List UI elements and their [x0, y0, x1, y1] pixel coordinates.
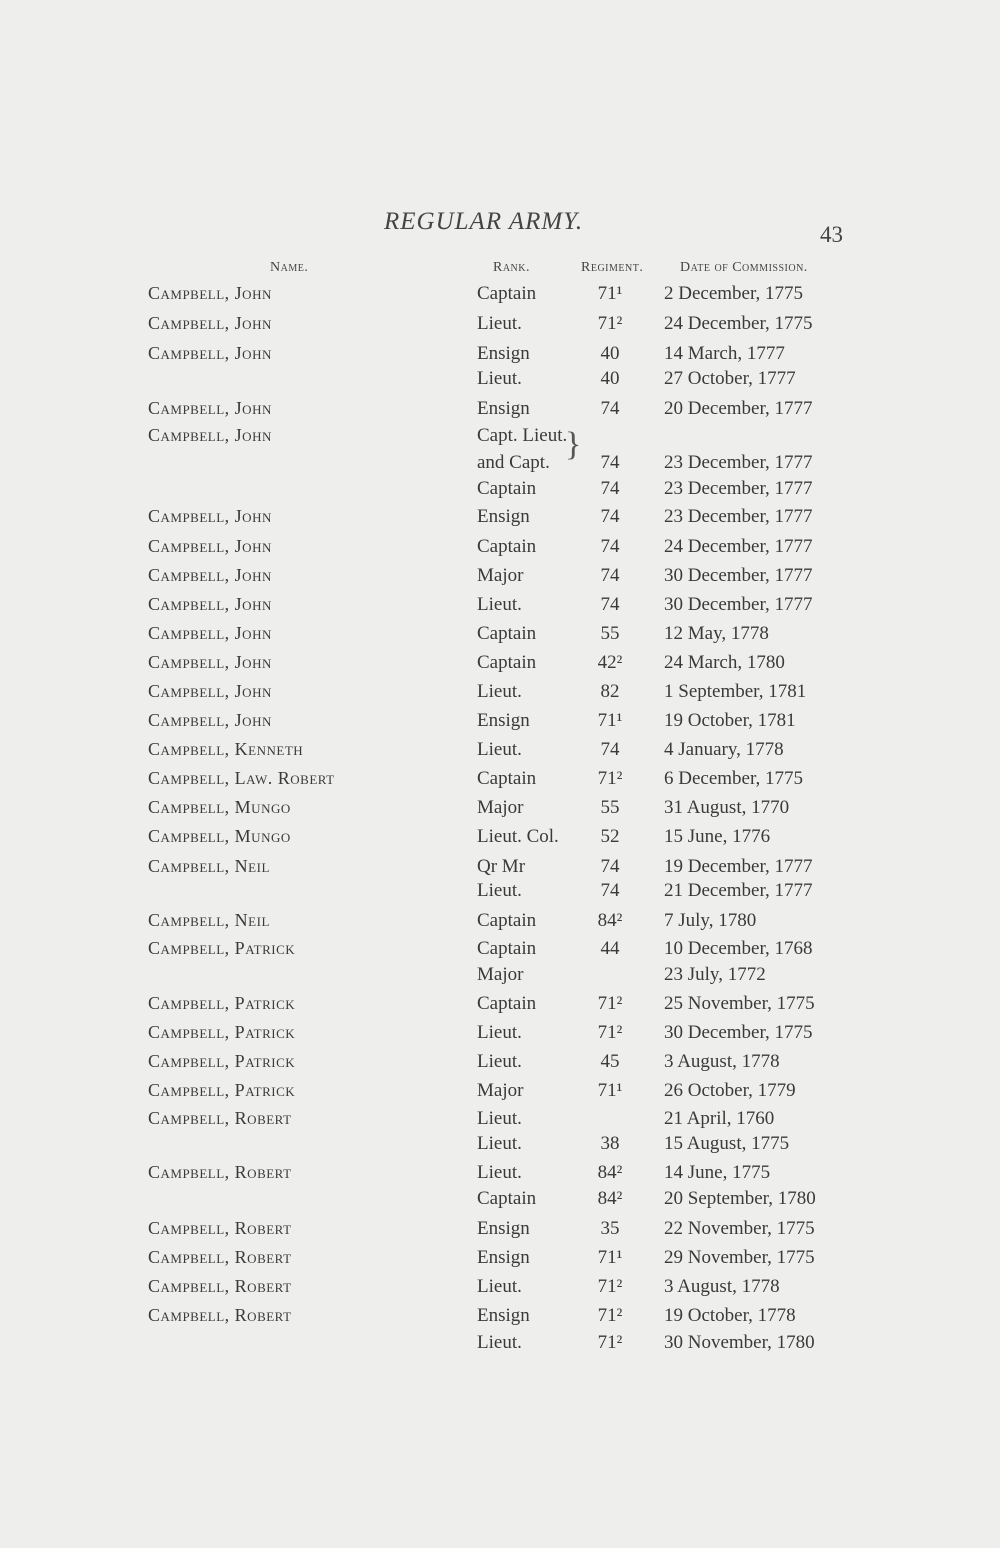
date-cell: 19 October, 1781 — [664, 710, 796, 731]
name-cell: Campbell, John — [148, 536, 272, 556]
table-row — [0, 425, 1000, 453]
regiment-cell: 74 — [600, 452, 620, 473]
regiment-cell: 71² — [597, 313, 623, 334]
regiment-cell: 38 — [600, 1133, 620, 1154]
date-cell: 29 November, 1775 — [664, 1247, 815, 1268]
date-cell: 3 August, 1778 — [664, 1276, 780, 1297]
rank-cell: Capt. Lieut. — [477, 425, 568, 446]
date-cell: 15 June, 1776 — [664, 826, 771, 847]
table-row — [0, 1188, 1000, 1216]
name-cell: Campbell, Law. Robert — [148, 768, 335, 788]
regiment-cell: 45 — [600, 1051, 620, 1072]
regiment-cell: 71¹ — [597, 1247, 623, 1268]
regiment-cell: 74 — [600, 536, 620, 557]
regiment-cell: 42² — [597, 652, 623, 673]
name-cell: Campbell, Patrick — [148, 993, 296, 1013]
date-cell: 30 November, 1780 — [664, 1332, 815, 1353]
rank-cell: Ensign — [477, 506, 530, 527]
rank-cell: Lieut. — [477, 594, 522, 615]
rank-cell: Ensign — [477, 398, 530, 419]
date-cell: 30 December, 1777 — [664, 565, 813, 586]
rank-cell: Ensign — [477, 1247, 530, 1268]
date-cell: 31 August, 1770 — [664, 797, 790, 818]
rank-cell: Captain — [477, 910, 537, 931]
name-cell: Campbell, John — [148, 425, 272, 445]
name-cell: Campbell, John — [148, 506, 272, 526]
rank-cell: Ensign — [477, 343, 530, 364]
name-cell: Campbell, John — [148, 652, 272, 672]
header-name: Name. — [270, 260, 309, 275]
rank-cell: Lieut. — [477, 1162, 522, 1183]
regiment-cell: 74 — [600, 594, 620, 615]
table-row — [0, 536, 1000, 564]
name-cell: Campbell, Robert — [148, 1276, 292, 1296]
table-row — [0, 1247, 1000, 1275]
date-cell: 1 September, 1781 — [664, 681, 807, 702]
table-row — [0, 1162, 1000, 1190]
rank-cell: Lieut. — [477, 1332, 522, 1353]
rank-cell: Lieut. — [477, 1108, 522, 1129]
name-cell: Campbell, John — [148, 594, 272, 614]
regiment-cell: 71¹ — [597, 1080, 623, 1101]
name-cell: Campbell, Neil — [148, 910, 270, 930]
name-cell: Campbell, Patrick — [148, 1080, 296, 1100]
running-head: REGULAR ARMY. — [384, 208, 584, 235]
table-row — [0, 739, 1000, 767]
regiment-cell: 71¹ — [597, 283, 623, 304]
rank-cell: Captain — [477, 652, 537, 673]
rank-cell: Captain — [477, 283, 537, 304]
table-row — [0, 1305, 1000, 1333]
name-cell: Campbell, Mungo — [148, 797, 291, 817]
rank-cell: Lieut. — [477, 1022, 522, 1043]
rank-cell: Major — [477, 1080, 524, 1101]
regiment-cell: 71² — [597, 1022, 623, 1043]
table-row — [0, 964, 1000, 992]
regiment-cell: 71² — [597, 1276, 623, 1297]
date-cell: 15 August, 1775 — [664, 1133, 790, 1154]
rank-cell: Major — [477, 565, 524, 586]
date-cell: 24 December, 1777 — [664, 536, 813, 557]
date-cell: 26 October, 1779 — [664, 1080, 796, 1101]
table-row — [0, 313, 1000, 341]
header-regiment: Regiment. — [581, 260, 644, 275]
table-row — [0, 1022, 1000, 1050]
rank-cell: Lieut. — [477, 1051, 522, 1072]
rank-cell: Captain — [477, 536, 537, 557]
date-cell: 23 December, 1777 — [664, 506, 813, 527]
name-cell: Campbell, John — [148, 343, 272, 363]
table-row — [0, 1108, 1000, 1136]
date-cell: 19 December, 1777 — [664, 856, 813, 877]
date-cell: 25 November, 1775 — [664, 993, 815, 1014]
regiment-cell: 71² — [597, 1305, 623, 1326]
regiment-cell: 55 — [600, 623, 620, 644]
regiment-cell: 74 — [600, 398, 620, 419]
table-row — [0, 938, 1000, 966]
regiment-cell: 44 — [600, 938, 620, 959]
table-row — [0, 565, 1000, 593]
table-row — [0, 710, 1000, 738]
name-cell: Campbell, John — [148, 681, 272, 701]
rank-cell: Lieut. — [477, 313, 522, 334]
date-cell: 20 September, 1780 — [664, 1188, 816, 1209]
rank-cell: Major — [477, 964, 524, 985]
date-cell: 30 December, 1777 — [664, 594, 813, 615]
name-cell: Campbell, Robert — [148, 1218, 292, 1238]
name-cell: Campbell, John — [148, 623, 272, 643]
table-row — [0, 768, 1000, 796]
date-cell: 21 April, 1760 — [664, 1108, 775, 1129]
name-cell: Campbell, John — [148, 398, 272, 418]
table-row — [0, 1276, 1000, 1304]
regiment-cell: 74 — [600, 856, 620, 877]
rank-cell: Captain — [477, 478, 537, 499]
rank-cell: Lieut. Col. — [477, 826, 559, 847]
date-cell: 24 December, 1775 — [664, 313, 813, 334]
table-row — [0, 623, 1000, 651]
regiment-cell: 74 — [600, 565, 620, 586]
name-cell: Campbell, Robert — [148, 1162, 292, 1182]
page-number: 43 — [820, 222, 843, 247]
name-cell: Campbell, John — [148, 283, 272, 303]
table-row — [0, 452, 1000, 480]
date-cell: 7 July, 1780 — [664, 910, 757, 931]
date-cell: 10 December, 1768 — [664, 938, 813, 959]
name-cell: Campbell, Neil — [148, 856, 270, 876]
name-cell: Campbell, Robert — [148, 1305, 292, 1325]
table-row — [0, 1051, 1000, 1079]
header-rank: Rank. — [493, 260, 531, 275]
rank-cell: Lieut. — [477, 681, 522, 702]
name-cell: Campbell, Robert — [148, 1247, 292, 1267]
table-row — [0, 797, 1000, 825]
rank-cell: Lieut. — [477, 739, 522, 760]
regiment-cell: 74 — [600, 739, 620, 760]
date-cell: 23 December, 1777 — [664, 478, 813, 499]
name-cell: Campbell, Patrick — [148, 1022, 296, 1042]
regiment-cell: 84² — [597, 910, 623, 931]
table-row — [0, 1133, 1000, 1161]
regiment-cell: 52 — [600, 826, 620, 847]
date-cell: 3 August, 1778 — [664, 1051, 780, 1072]
rank-cell: Captain — [477, 1188, 537, 1209]
regiment-cell: 74 — [600, 478, 620, 499]
regiment-cell: 35 — [600, 1218, 620, 1239]
table-row — [0, 283, 1000, 311]
table-row — [0, 398, 1000, 426]
table-row — [0, 1080, 1000, 1108]
date-cell: 2 December, 1775 — [664, 283, 804, 304]
table-row — [0, 368, 1000, 396]
date-cell: 23 July, 1772 — [664, 964, 766, 985]
date-cell: 21 December, 1777 — [664, 880, 813, 901]
name-cell: Campbell, Robert — [148, 1108, 292, 1128]
name-cell: Campbell, Patrick — [148, 1051, 296, 1071]
rank-cell: Captain — [477, 623, 537, 644]
table-row — [0, 1218, 1000, 1246]
date-cell: 14 March, 1777 — [664, 343, 785, 364]
date-cell: 27 October, 1777 — [664, 368, 796, 389]
date-cell: 23 December, 1777 — [664, 452, 813, 473]
regiment-cell: 71² — [597, 768, 623, 789]
rank-cell: Captain — [477, 993, 537, 1014]
rank-brace-icon: } — [565, 426, 582, 463]
name-cell: Campbell, John — [148, 313, 272, 333]
date-cell: 12 May, 1778 — [664, 623, 769, 644]
regiment-cell: 71¹ — [597, 710, 623, 731]
name-cell: Campbell, Mungo — [148, 826, 291, 846]
rank-cell: Lieut. — [477, 368, 522, 389]
date-cell: 24 March, 1780 — [664, 652, 785, 673]
header-date: Date of Commission. — [680, 260, 808, 275]
table-row — [0, 826, 1000, 854]
rank-cell: Lieut. — [477, 1276, 522, 1297]
date-cell: 14 June, 1775 — [664, 1162, 771, 1183]
table-row — [0, 343, 1000, 371]
table-row — [0, 594, 1000, 622]
rank-cell: Lieut. — [477, 880, 522, 901]
regiment-cell: 84² — [597, 1188, 623, 1209]
regiment-cell: 74 — [600, 506, 620, 527]
regiment-cell: 71² — [597, 993, 623, 1014]
rank-cell: Ensign — [477, 710, 530, 731]
date-cell: 4 January, 1778 — [664, 739, 784, 760]
table-row — [0, 1332, 1000, 1360]
rank-cell: Ensign — [477, 1305, 530, 1326]
regiment-cell: 71² — [597, 1332, 623, 1353]
regiment-cell: 55 — [600, 797, 620, 818]
rank-cell: Qr Mr — [477, 856, 526, 877]
rank-cell: Lieut. — [477, 1133, 522, 1154]
date-cell: 30 December, 1775 — [664, 1022, 813, 1043]
rank-cell: Ensign — [477, 1218, 530, 1239]
regiment-cell: 40 — [600, 368, 620, 389]
regiment-cell: 40 — [600, 343, 620, 364]
name-cell: Campbell, Kenneth — [148, 739, 304, 759]
table-row — [0, 910, 1000, 938]
rank-cell: Captain — [477, 768, 537, 789]
name-cell: Campbell, Patrick — [148, 938, 296, 958]
date-cell: 19 October, 1778 — [664, 1305, 796, 1326]
table-row — [0, 681, 1000, 709]
name-cell: Campbell, John — [148, 565, 272, 585]
rank-cell: Captain — [477, 938, 537, 959]
regiment-cell: 84² — [597, 1162, 623, 1183]
table-row — [0, 880, 1000, 908]
date-cell: 6 December, 1775 — [664, 768, 804, 789]
table-row — [0, 506, 1000, 534]
table-row — [0, 993, 1000, 1021]
rank-cell: and Capt. — [477, 452, 550, 473]
date-cell: 20 December, 1777 — [664, 398, 813, 419]
rank-cell: Major — [477, 797, 524, 818]
name-cell: Campbell, John — [148, 710, 272, 730]
regiment-cell: 74 — [600, 880, 620, 901]
table-row — [0, 478, 1000, 506]
date-cell: 22 November, 1775 — [664, 1218, 815, 1239]
table-row — [0, 652, 1000, 680]
regiment-cell: 82 — [600, 681, 620, 702]
